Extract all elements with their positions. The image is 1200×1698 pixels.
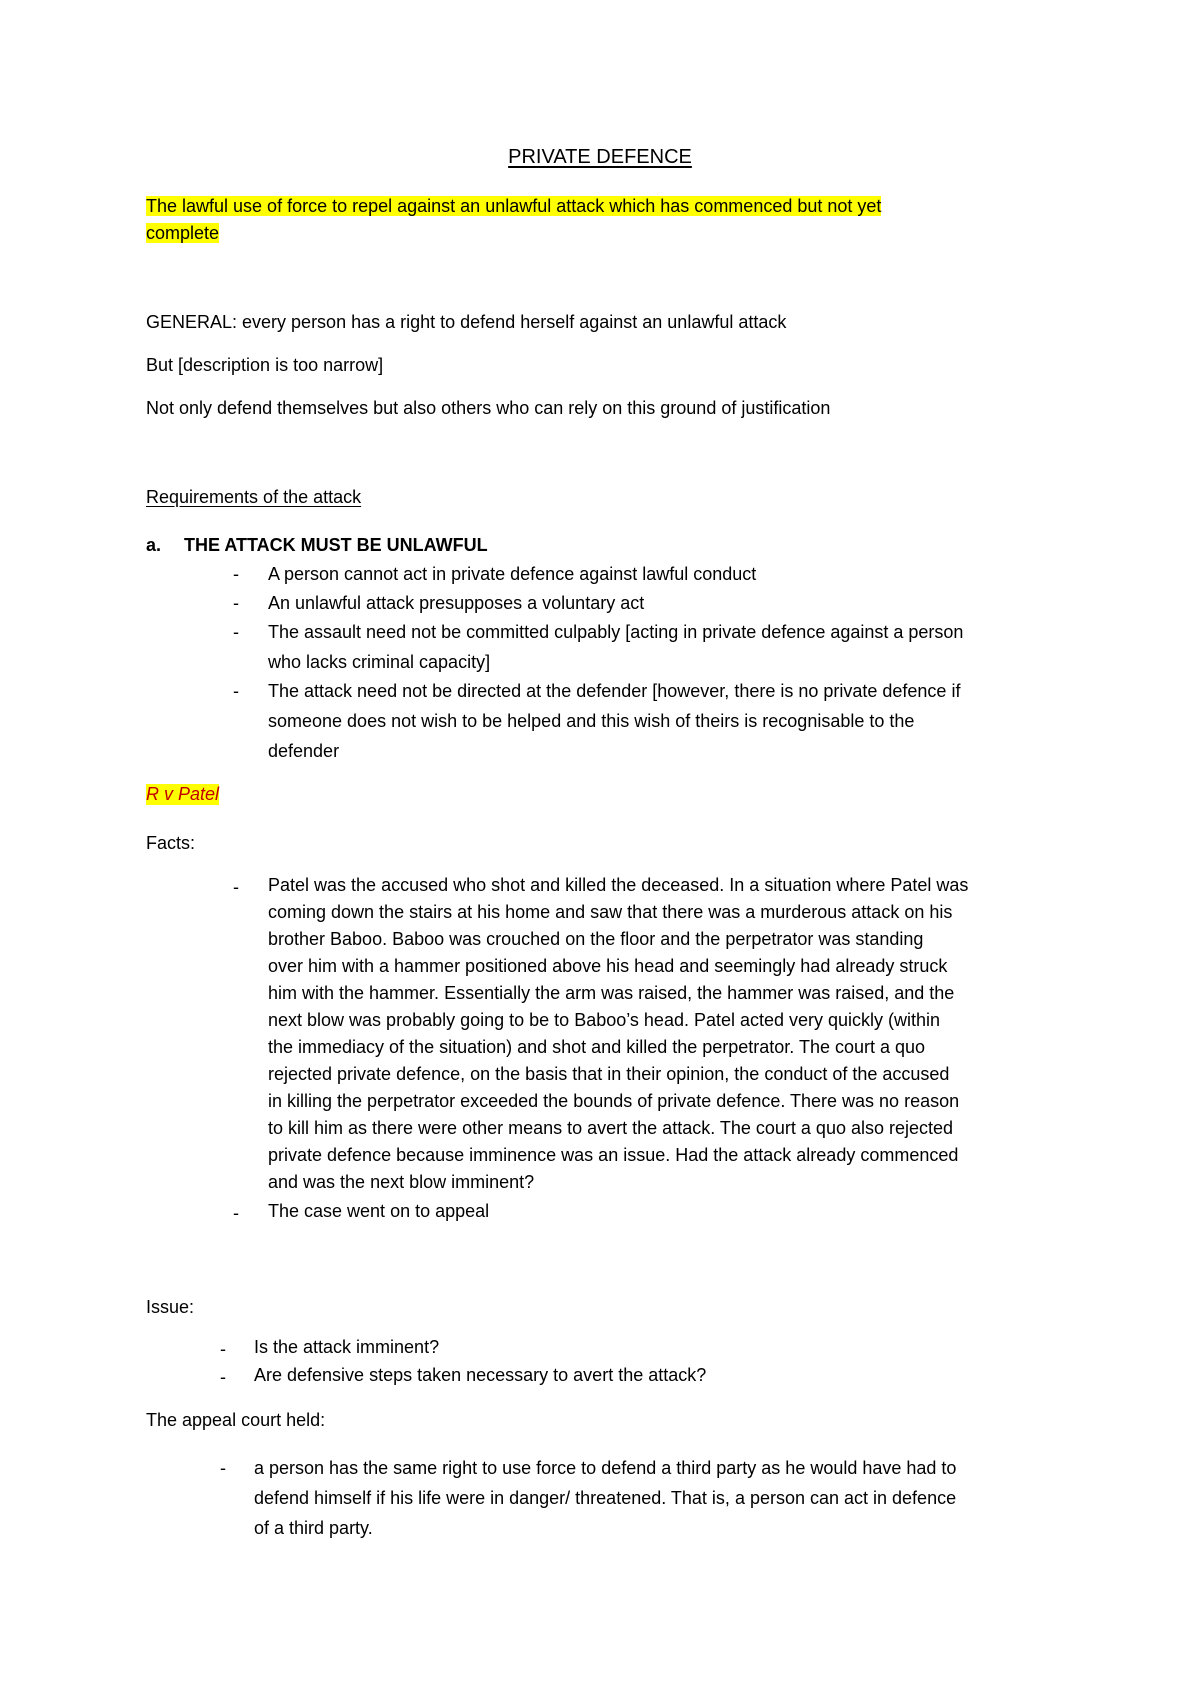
definition-highlight-1: The lawful use of force to repel against an unlawful attack which has commenced but not yet [146,196,882,216]
not-only-text: Not only defend themselves but also others who can rely on this ground of justification [146,398,831,418]
facts-line: private defence because imminence was an issue. Had the attack already commenced [268,1145,959,1165]
bullet-dash: - [233,622,239,642]
bullet-dash: - [220,1339,226,1359]
case-name: R v Patel [146,784,220,804]
held-line-1: a person has the same right to use force to defend a third party as he would have had to [254,1458,957,1478]
bullet-dash: - [233,877,239,897]
facts-line: to kill him as there were other means to avert the attack. The court a quo also rejected [268,1118,954,1138]
unlawful-bullet-4-line-3: defender [268,741,340,761]
issue-bullet-2: Are defensive steps taken necessary to avert the attack? [254,1365,707,1385]
facts-label: Facts: [146,833,196,853]
facts-line: him with the hammer. Essentially the arm was raised, the hammer was raised, and the [268,983,955,1003]
facts-line: in killing the perpetrator exceeded the bounds of private defence. There was no reason [268,1091,960,1111]
facts-line: the immediacy of the situation) and shot and killed the perpetrator. The court a quo [268,1037,926,1057]
unlawful-bullet-2: An unlawful attack presupposes a voluntary act [268,593,645,613]
bullet-dash: - [233,564,239,584]
definition-line-1 [146,193,881,219]
facts-line: coming down the stairs at his home and saw that there was a murderous attack on his [268,902,953,922]
issue-label: Issue: [146,1297,195,1317]
held-line-3: of a third party. [254,1518,373,1538]
bullet-dash: - [220,1458,226,1478]
point-a-label: THE ATTACK MUST BE UNLAWFUL [184,535,488,555]
held-line-2: defend himself if his life were in danger/ threatened. That is, a person can act in defence [254,1488,957,1508]
facts-line: rejected private defence, on the basis that in their opinion, the conduct of the accused [268,1064,950,1084]
point-a-marker: a. [146,535,162,555]
bullet-dash: - [233,1203,239,1223]
bullet-dash: - [233,593,239,613]
general-text: GENERAL: every person has a right to defend herself against an unlawful attack [146,312,787,332]
definition-highlight-2: complete [146,223,220,243]
definition-line-2 [146,220,219,246]
unlawful-bullet-4-line-1: The attack need not be directed at the defender [however, there is no private defence if [268,681,961,701]
facts-line: over him with a hammer positioned above his head and seemingly had already struck [268,956,948,976]
issue-bullet-1: Is the attack imminent? [254,1337,440,1357]
facts-line: Patel was the accused who shot and killed the deceased. In a situation where Patel was [268,875,969,895]
unlawful-bullet-3-line-1: The assault need not be committed culpably [acting in private defence against a person [268,622,964,642]
page-title: PRIVATE DEFENCE [508,146,692,168]
but-text: But [description is too narrow] [146,355,384,375]
facts-line: brother Baboo. Baboo was crouched on the floor and the perpetrator was standing [268,929,924,949]
unlawful-bullet-1: A person cannot act in private defence against lawful conduct [268,564,757,584]
facts-line: The case went on to appeal [268,1201,490,1221]
held-label: The appeal court held: [146,1410,326,1430]
requirements-heading: Requirements of the attack [146,487,362,507]
unlawful-bullet-4-line-2: someone does not wish to be helped and this wish of theirs is recognisable to the [268,711,915,731]
facts-line: and was the next blow imminent? [268,1172,535,1192]
bullet-dash: - [233,681,239,701]
bullet-dash: - [220,1367,226,1387]
unlawful-bullet-3-line-2: who lacks criminal capacity] [268,652,491,672]
facts-line: next blow was probably going to be to Baboo’s head. Patel acted very quickly (within [268,1010,941,1030]
